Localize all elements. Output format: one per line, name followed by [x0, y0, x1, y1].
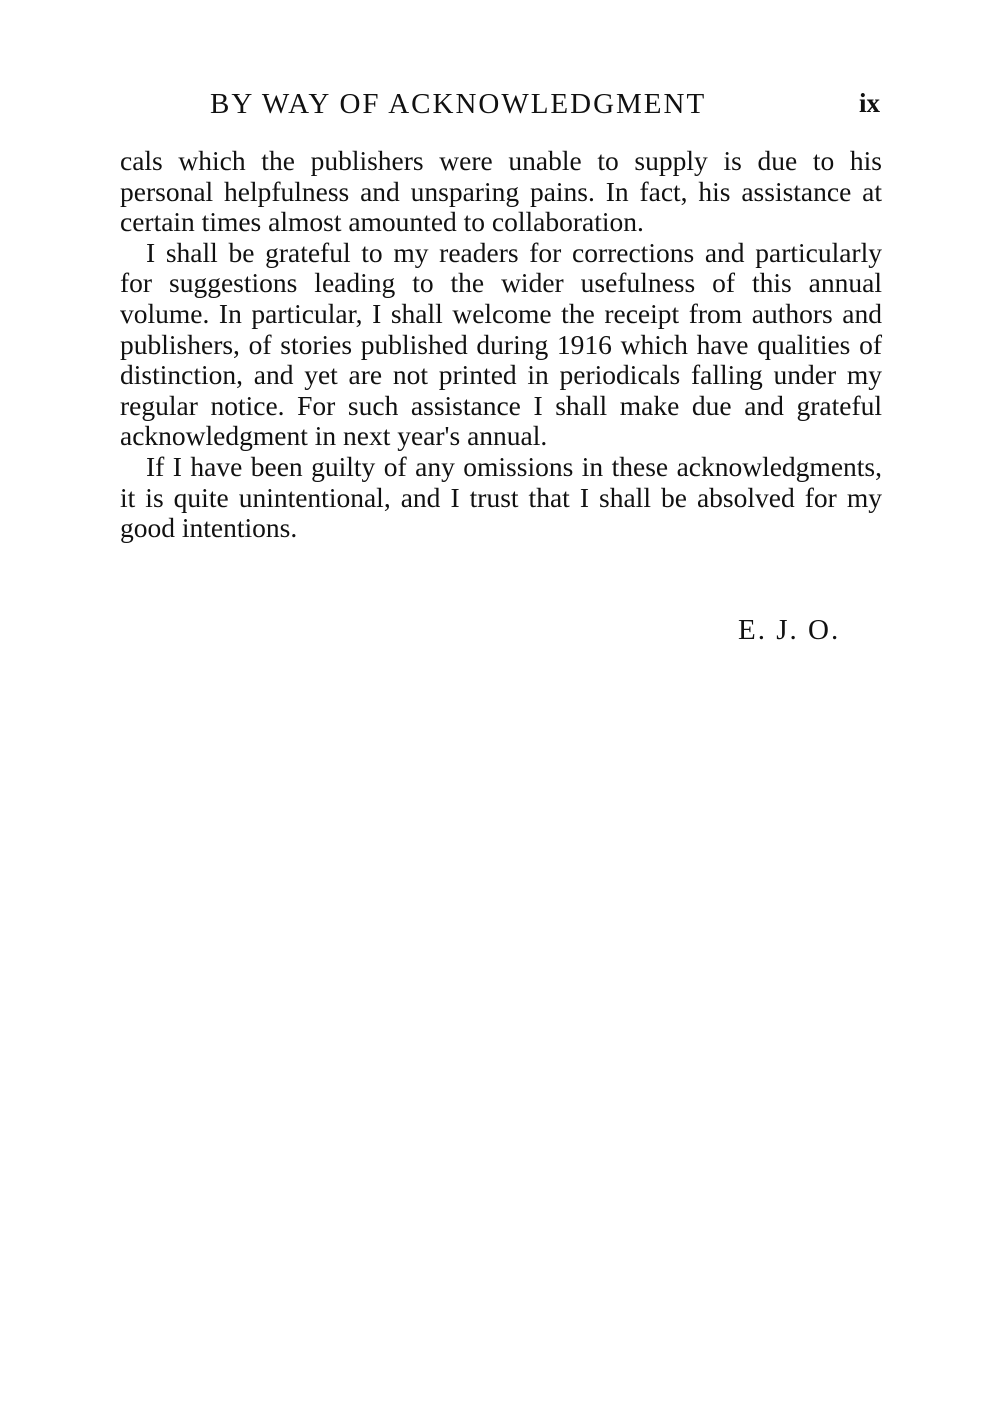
running-head — [120, 88, 880, 128]
paragraph-continued: cals which the publishers were unable to supply is due to his personal helpfulness and unsparing pains. In fact, his assistance at certain times almost amounted to collaboration. — [120, 145, 882, 238]
paragraph-corrections: I shall be grateful to my readers for corrections and particularly for suggestions leading to the wider usefulness of this annual volume. In particular, I shall welcome the receipt from authors and publishers, of stories published during 1916 which have qualities of distinction, and yet are not printed in periodicals falling under my regular notice. For such assistance I shall make due and grateful acknowledgment in next year's annual. — [120, 236, 882, 452]
chapter-title: BY WAY OF ACKNOWLEDGMENT — [210, 88, 707, 120]
signature-initials: E. J. O. — [738, 614, 841, 646]
body-text — [120, 146, 882, 544]
page-number: ix — [858, 88, 880, 118]
paragraph-omissions: If I have been guilty of any omissions in these acknowledgments, it is quite unintentional, and I trust that I shall be absolved for my good intentions. — [120, 450, 882, 544]
